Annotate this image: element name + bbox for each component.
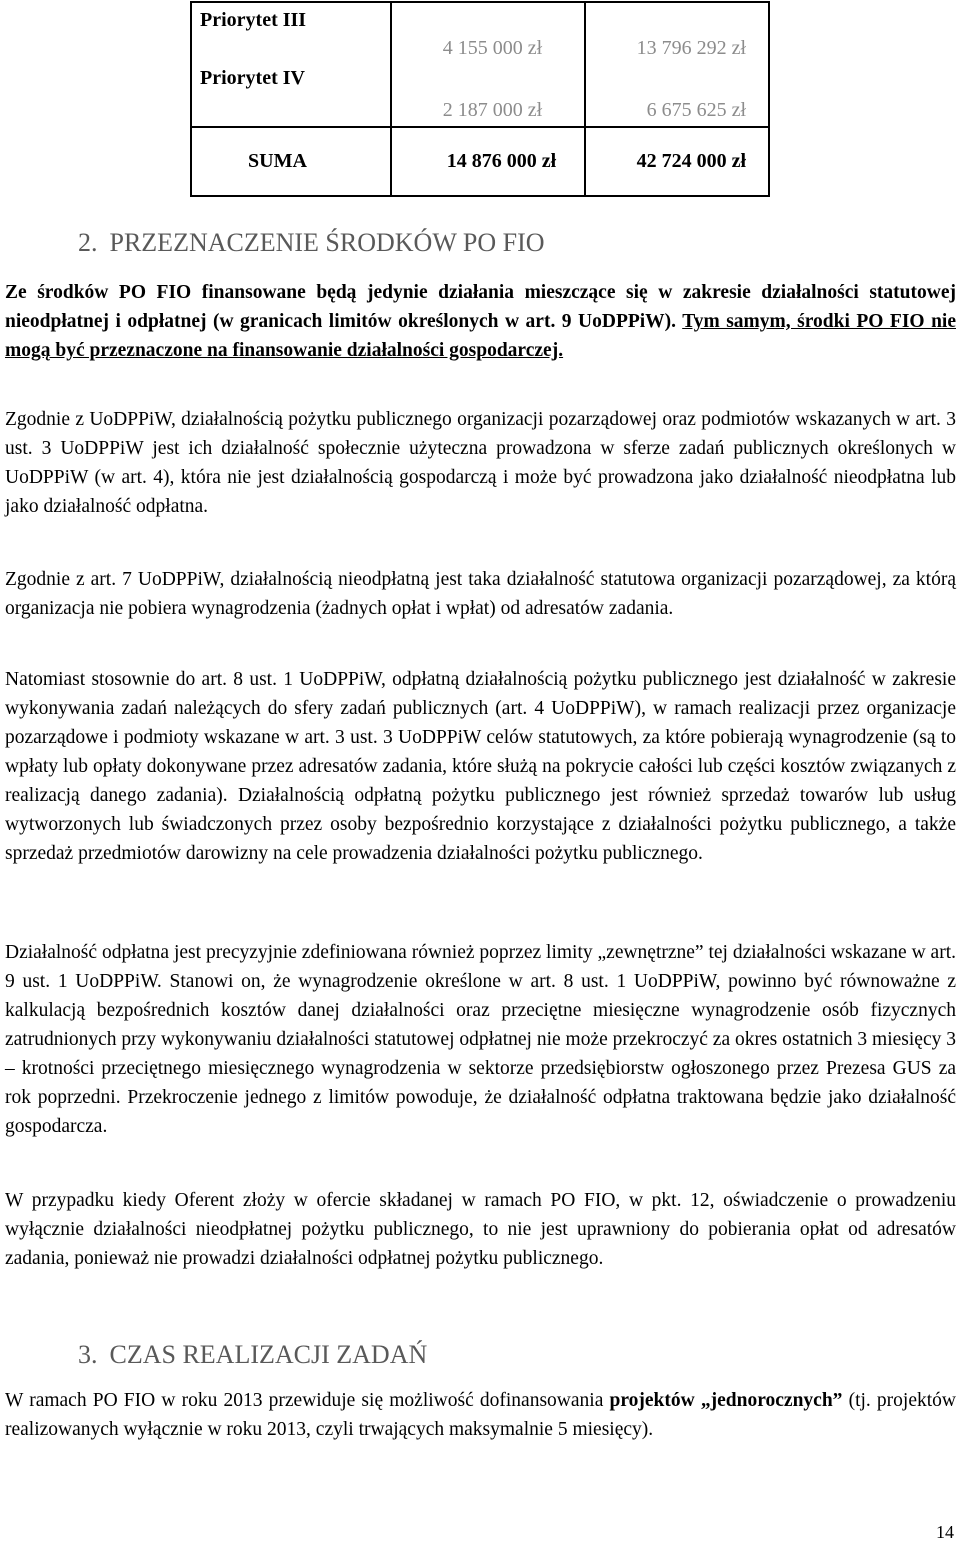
row-label-priorytet-iv: Priorytet IV [200, 67, 305, 89]
section-3-title: CZAS REALIZACJI ZADAŃ [109, 1340, 428, 1369]
table-cell-suma-v1 [391, 127, 586, 196]
section-3-heading [78, 1340, 427, 1370]
table-cell-suma [191, 127, 391, 196]
row-label-priorytet-iii: Priorytet III [200, 9, 307, 31]
section-2-paragraph-5: Działalność odpłatna jest precyzyjnie zdefiniowana również poprzez limity „zewnętrzne” tej działalności wskazane w art. 9 ust. 1 UoDPPiW. Stanowi on, że wynagrodzenie określone w art. 8 ust. 1 UoDPPiW, powinno być równoważne z kalkulacją bezpośrednich kosztów danej działalności oraz przeciętne miesięczne wynagrodzenie osób fizycznych zatrudnionych przy wykonywaniu działalności statutowej odpłatnej nie może przekroczyć za okres ostatnich 3 miesięcy 3 – krotności przeciętnego miesięcznego wynagrodzenia w sektorze przedsiębiorstw ogłoszonego przez Prezesa GUS za rok poprzedni. Przekroczenie jednego z limitów powoduje, że działalność odpłatna traktowana będzie jako działalność gospodarcza. [5, 942, 956, 1137]
table-row [191, 2, 769, 127]
value-suma-1: 14 876 000 zł [446, 150, 557, 172]
value-priorytet-iii-2: 13 796 292 zł [636, 37, 746, 59]
section-2-title: PRZEZNACZENIE ŚRODKÓW PO FIO [109, 228, 545, 257]
table-cell-suma-v2 [585, 127, 769, 196]
table-cell-labels [191, 2, 391, 127]
table-cell-v2 [585, 2, 769, 127]
section-2-p1-underlined: Tym samym, środki PO FIO nie mogą być przeznaczone na finansowanie działalności gospodarczej. [5, 311, 956, 361]
section-3-p1-bold: projektów „jednorocznych” [609, 1390, 843, 1411]
value-priorytet-iv-1: 2 187 000 zł [442, 99, 543, 121]
budget-table [190, 1, 770, 197]
value-priorytet-iv-2: 6 675 625 zł [646, 99, 746, 121]
section-2-paragraph-2: Zgodnie z UoDPPiW, działalnością pożytku publicznego organizacji pozarządowej oraz podmiotów wskazanych w art. 3 ust. 3 UoDPPiW jest ich działalność społecznie użyteczna prowadzona w sferze zadań publicznych określonych w UoDPPiW (w art. 4), która nie jest działalnością gospodarczą i może być prowadzona jako działalność nieodpłatna lub jako działalność odpłatna. [5, 409, 956, 517]
section-2-paragraph-6: W przypadku kiedy Oferent złoży w ofercie składanej w ramach PO FIO, w pkt. 12, oświadczenie o prowadzeniu wyłącznie działalności nieodpłatnej pożytku publicznego, to nie jest uprawniony do pobierania opłat od adresatów zadania, ponieważ nie prowadzi działalności odpłatnej pożytku publicznego. [5, 1190, 956, 1269]
page-number: 14 [936, 1522, 954, 1542]
section-2-paragraph-1 [5, 278, 956, 365]
section-3-paragraph-1 [5, 1386, 956, 1444]
table-row [191, 127, 769, 196]
section-3-p1-text: W ramach PO FIO w roku 2013 przewiduje się możliwość dofinansowania [5, 1390, 610, 1411]
section-2-number: 2. [78, 228, 98, 257]
section-3-number: 3. [78, 1340, 98, 1369]
section-2-p1-text: Ze środków PO FIO finansowane będą jedynie działania mieszczące się w zakresie działalności statutowej nieodpłatnej i odpłatnej (w granicach limitów określonych w art. 9 UoDPPiW). [5, 282, 956, 332]
value-suma-2: 42 724 000 zł [636, 150, 746, 172]
section-3-p1-rest: (tj. projektów realizowanych wyłącznie w roku 2013, czyli trwających maksymalnie 5 miesięcy). [5, 1390, 956, 1440]
section-2-paragraph-4: Natomiast stosownie do art. 8 ust. 1 UoDPPiW, odpłatną działalnością pożytku publicznego jest działalność w zakresie wykonywania zadań należących do sfery zadań publicznych (art. 4 UoDPPiW), w ramach realizacji przez organizacje pozarządowe i podmioty wskazane w art. 3 ust. 3 UoDPPiW celów statutowych, za które pobierają wynagrodzenie (są to wpłaty lub opłaty dokonywane przez adresatów zadania, które służą na pokrycie całości lub części kosztów związanych z realizacją danego zadania). Działalnością odpłatną pożytku publicznego jest również sprzedaż towarów lub usług wytworzonych lub świadczonych przez osoby bezpośrednio korzystające z działalności pożytku publicznego, a także sprzedaż przedmiotów darowizny na cele prowadzenia działalności pożytku publicznego. [5, 669, 956, 864]
section-2-heading [78, 228, 545, 258]
value-priorytet-iii-1: 4 155 000 zł [442, 37, 543, 59]
section-2-paragraph-3: Zgodnie z art. 7 UoDPPiW, działalnością nieodpłatną jest taka działalność statutowa organizacji pozarządowej, za którą organizacja nie pobiera wynagrodzenia (żadnych opłat i wpłat) od adresatów zadania. [5, 569, 956, 619]
table-cell-v1 [391, 2, 586, 127]
row-label-suma: SUMA [248, 150, 307, 172]
